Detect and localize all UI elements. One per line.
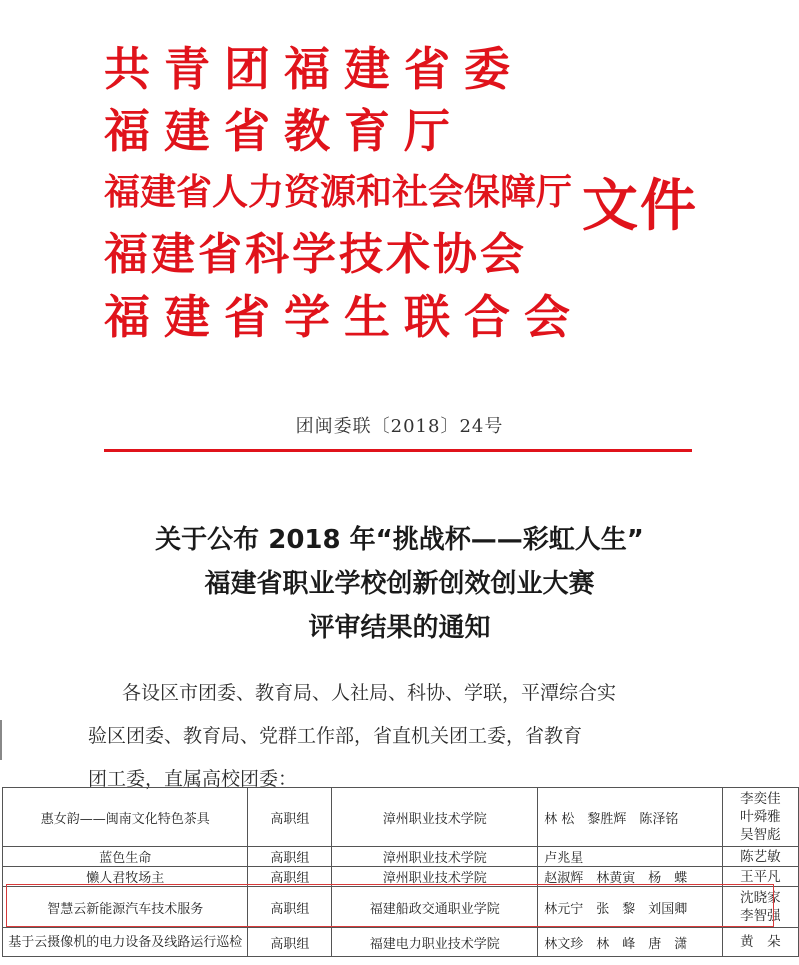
mentor-cell: 沈晓家 李智强 [722,887,798,928]
group-cell: 高职组 [248,847,332,867]
mentor-cell: 陈艺敏 [722,847,798,867]
members-cell: 卢兆星 [538,847,723,867]
project-cell: 蓝色生命 [3,847,248,867]
document-label: 文件 [582,174,698,239]
results-table [2,787,799,957]
mentor-cell: 李奕佳 叶舜雅 吴智彪 [722,788,798,847]
addressee-paragraph [88,672,688,801]
members-cell: 林文珍 林 峰 唐 潇 [538,928,723,957]
mentor-cell: 王平凡 [722,867,798,887]
table-row [3,867,799,887]
red-divider [104,449,692,452]
intro-line-3: 团工委，直属高校团委： [88,768,298,790]
project-cell: 智慧云新能源汽车技术服务 [3,887,248,928]
org-name: 共青团福建省委 [104,42,524,96]
school-cell: 漳州职业技术学院 [332,788,538,847]
issuing-organizations [104,38,584,348]
members-cell: 赵淑辉 林黄寅 杨 蝶 [538,867,723,887]
members-cell: 林元宁 张 黎 刘国卿 [538,887,723,928]
intro-line-1: 各设区市团委、教育局、人社局、科协、学联，平潭综合实 [122,682,617,704]
document-number: 团闽委联〔2018〕24号 [295,416,504,437]
project-cell: 懒人君牧场主 [3,867,248,887]
school-cell: 福建船政交通职业学院 [332,887,538,928]
title-line-2: 福建省职业学校创新创效创业大赛 [204,569,595,599]
group-cell: 高职组 [248,788,332,847]
school-cell: 福建电力职业技术学院 [332,928,538,957]
notice-title [0,518,799,650]
group-cell: 高职组 [248,867,332,887]
mentor-cell: 黄 朵 [722,928,798,957]
school-cell: 漳州职业技术学院 [332,847,538,867]
table-row [3,788,799,847]
table-row [3,887,799,928]
intro-line-2: 验区团委、教育局、党群工作部，省直机关团工委，省教育 [88,725,583,747]
table-row [3,928,799,957]
org-name: 福建省学生联合会 [104,290,584,344]
scan-edge-mark [0,720,2,760]
org-name: 福建省教育厅 [104,104,464,158]
table-row [3,847,799,867]
group-cell: 高职组 [248,928,332,957]
group-cell: 高职组 [248,887,332,928]
title-line-1: 关于公布 2018 年“挑战杯——彩虹人生” [155,525,644,555]
members-cell: 林 松 黎胜辉 陈泽铭 [538,788,723,847]
org-name: 福建省科学技术协会 [104,229,527,280]
title-line-3: 评审结果的通知 [308,613,491,643]
project-cell: 基于云摄像机的电力设备及线路运行巡检 [3,928,248,957]
org-name: 福建省人力资源和社会保障厅 [104,172,573,213]
project-cell: 惠女韵——闽南文化特色茶具 [3,788,248,847]
school-cell: 漳州职业技术学院 [332,867,538,887]
